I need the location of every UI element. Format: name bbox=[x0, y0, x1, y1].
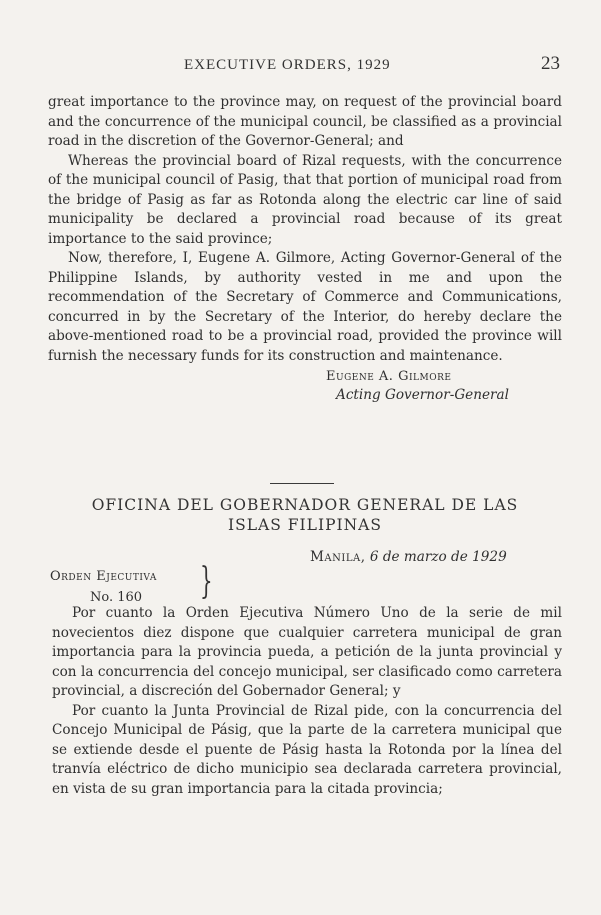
english-order-text bbox=[48, 93, 562, 405]
english-paragraph-continued: great importance to the province may, on request of the provincial board and the concurrence of the municipal council, be classified as a provincial road in the discretion of the Governor-General; and bbox=[48, 94, 562, 149]
spanish-paragraph-por-cuanto-1: Por cuanto la Orden Ejecutiva Número Uno de la serie de mil novecientos diez dispone que cualquier carretera municipal de gran importancia para la provincia pueda, a petición de la junta provincial y con la concurrencia del concejo municipal, ser clasificado como carretera provincial, a discreción del Gobernador General; y bbox=[52, 605, 562, 699]
office-heading-line-1: OFICINA DEL GOBERNADOR GENERAL DE LAS bbox=[91, 496, 519, 514]
english-paragraph-whereas: Whereas the provincial board of Rizal requests, with the concurrence of the municipal council of Pasig, that that portion of municipal road from the bridge of Pasig as far as Rotonda along the electric car line of said municipality be declared a provincial road because of its great importance to the said province; bbox=[48, 152, 562, 247]
dateline-date: 6 de marzo de 1929 bbox=[369, 549, 507, 565]
english-paragraph-now-therefore: Now, therefore, I, Eugene A. Gilmore, Acting Governor-General of the Philippine Islands, by authority vested in me and upon the recommendation of the Secretary of Commerce and Communications, concurred in by the Secretary of the Interior, do hereby declare the above-mentioned road to be a provincial road, provided the province will furnish the necessary funds for its construction and maintenance. bbox=[48, 250, 562, 364]
page-number: 23 bbox=[541, 53, 560, 74]
spanish-order-text bbox=[52, 604, 562, 799]
office-heading bbox=[48, 495, 562, 535]
spanish-paragraph-por-cuanto-2: Por cuanto la Junta Provincial de Rizal pide, con la concurrencia del Concejo Municipal de Pásig, que la parte de la carretera municipal que se extiende desde el puente de Pásig hasta la Rotonda por la línea del tranvía eléctrico de dicho municipio sea declarada carretera provincial, en vista de su gran importancia para la citada provincia; bbox=[52, 702, 562, 797]
signature-name: Eugene A. Gilmore bbox=[326, 369, 452, 384]
order-label: Orden Ejecutiva bbox=[50, 569, 157, 584]
right-brace-icon: } bbox=[200, 561, 213, 602]
dateline-city: Manila, bbox=[310, 549, 366, 565]
section-divider bbox=[270, 483, 334, 484]
office-heading-line-2: ISLAS FILIPINAS bbox=[228, 516, 382, 534]
signature-title: Acting Governor-General bbox=[336, 387, 509, 403]
dateline bbox=[310, 548, 507, 567]
running-head bbox=[48, 55, 560, 79]
order-number: No. 160 bbox=[90, 590, 143, 605]
running-title: EXECUTIVE ORDERS, 1929 bbox=[184, 57, 391, 73]
